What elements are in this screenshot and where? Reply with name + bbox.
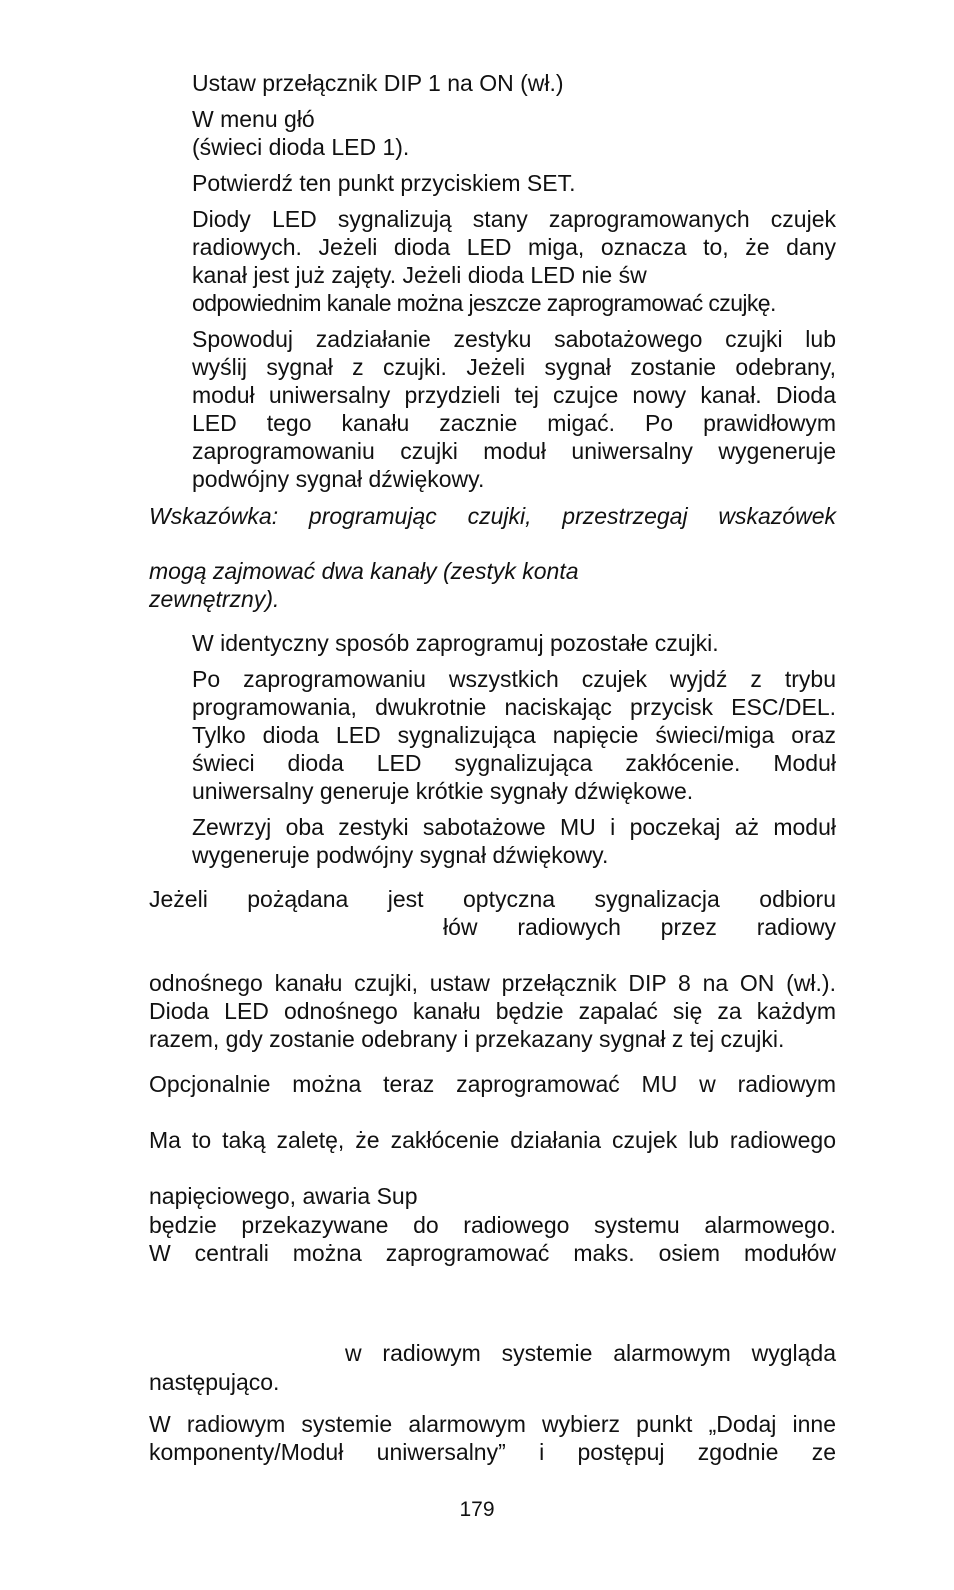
text-line: następująco. xyxy=(149,1369,280,1395)
text-line: kanał jest już zajęty. Jeżeli dioda LED nie św xyxy=(192,262,647,288)
text-line: Potwierdź ten punkt przyciskiem SET. xyxy=(192,170,576,196)
text-line: W centrali można zaprogramować maks. osiem modułów xyxy=(149,1240,836,1266)
text-line: W radiowym systemie alarmowym wybierz punkt „Dodaj inne xyxy=(149,1411,836,1437)
text-line: Ustaw przełącznik DIP 1 na ON (wł.) xyxy=(192,70,564,96)
text-line: W menu głó xyxy=(192,106,315,132)
text-line: odpowiednim kanale można jeszcze zaprogramować czujkę. xyxy=(192,290,776,316)
text-line: Zewrzyj oba zestyki sabotażowe MU i poczekaj aż moduł xyxy=(192,814,836,840)
text-line: świeci dioda LED sygnalizująca zakłócenie. Moduł xyxy=(192,750,836,776)
text-line: (świeci dioda LED 1). xyxy=(192,134,410,160)
text-line: Diody LED sygnalizują stany zaprogramowanych czujek xyxy=(192,206,836,232)
text-line: Jeżeli pożądana jest optyczna sygnalizacja odbioru xyxy=(149,886,836,912)
note-line: Wskazówka: programując czujki, przestrzegaj wskazówek xyxy=(149,503,836,529)
text-line: wyślij sygnał z czujki. Jeżeli sygnał zostanie odebrany, xyxy=(192,354,836,380)
text-line: podwójny sygnał dźwiękowy. xyxy=(192,466,485,492)
text-line: razem, gdy zostanie odebrany i przekazany sygnał z tej czujki. xyxy=(149,1026,785,1052)
text-line: wygeneruje podwójny sygnał dźwiękowy. xyxy=(192,842,609,868)
text-line: programowania, dwukrotnie naciskając przycisk ESC/DEL. xyxy=(192,694,836,720)
text-line: LED tego kanału zacznie migać. Po prawidłowym xyxy=(192,410,836,436)
text-line: łów radiowych przez radiowy xyxy=(443,914,836,940)
page-number: 179 xyxy=(459,1498,495,1521)
text-line: W identyczny sposób zaprogramuj pozostałe czujki. xyxy=(192,630,719,656)
text-line: Spowoduj zadziałanie zestyku sabotażowego czujki lub xyxy=(192,326,836,352)
text-line: Opcjonalnie można teraz zaprogramować MU w radiowym xyxy=(149,1071,836,1097)
text-line: komponenty/Moduł uniwersalny” i postępuj zgodnie ze xyxy=(149,1439,836,1465)
text-line: Tylko dioda LED sygnalizująca napięcie świeci/miga oraz xyxy=(192,722,836,748)
text-line: Po zaprogramowaniu wszystkich czujek wyjdź z trybu xyxy=(192,666,836,692)
text-line: moduł uniwersalny przydzieli tej czujce nowy kanał. Dioda xyxy=(192,382,836,408)
text-line: w radiowym systemie alarmowym wygląda xyxy=(345,1340,836,1366)
note-line: zewnętrzny). xyxy=(149,586,280,612)
text-line: Dioda LED odnośnego kanału będzie zapalać się za każdym xyxy=(149,998,836,1024)
text-line: napięciowego, awaria Sup xyxy=(149,1183,418,1209)
note-line: mogą zajmować dwa kanały (zestyk konta xyxy=(149,558,579,584)
text-line: odnośnego kanału czujki, ustaw przełącznik DIP 8 na ON (wł.). xyxy=(149,970,836,996)
text-line: Ma to taką zaletę, że zakłócenie działania czujek lub radiowego xyxy=(149,1127,836,1153)
text-line: zaprogramowaniu czujki moduł uniwersalny wygeneruje xyxy=(192,438,836,464)
text-line: radiowych. Jeżeli dioda LED miga, oznacza to, że dany xyxy=(192,234,836,260)
text-line: uniwersalny generuje krótkie sygnały dźwiękowe. xyxy=(192,778,694,804)
text-line: będzie przekazywane do radiowego systemu alarmowego. xyxy=(149,1212,836,1238)
